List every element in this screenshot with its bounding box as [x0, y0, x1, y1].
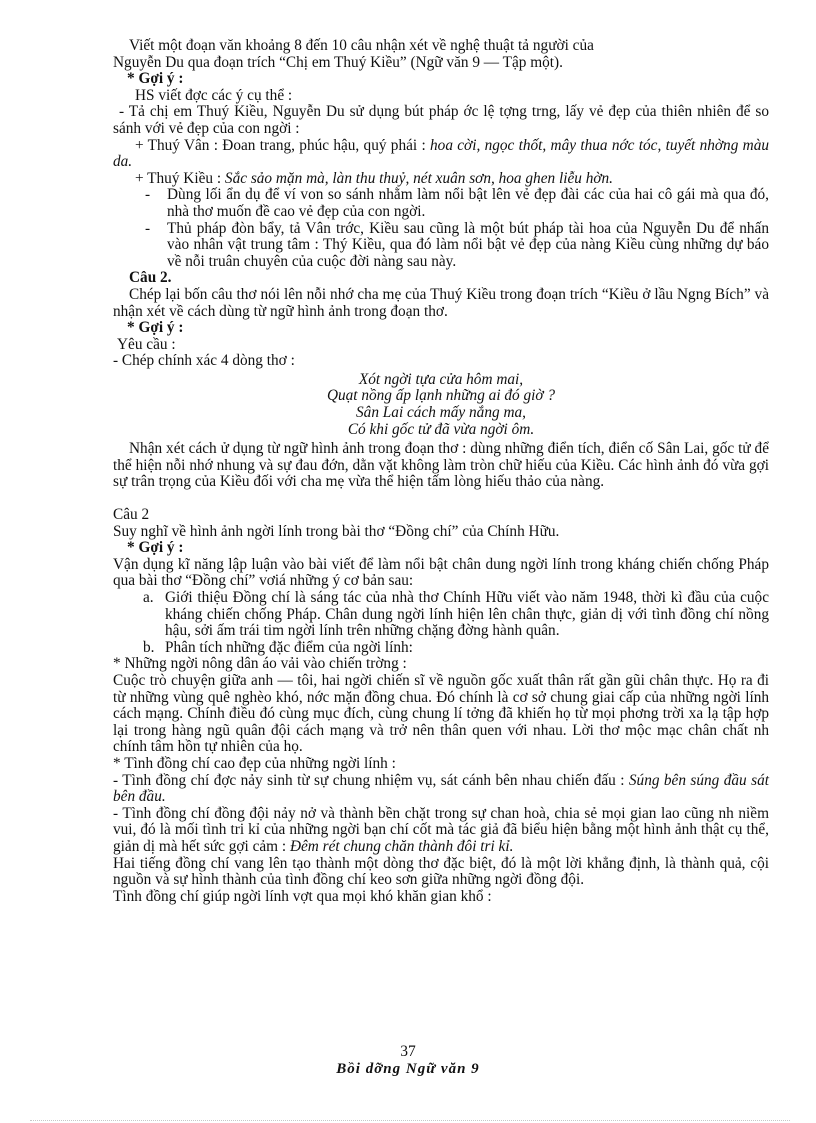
cau1-bullet-2: [113, 221, 769, 271]
cau2a-prompt: Chép lại bốn câu thơ nói lên nỗi nhớ cha mẹ của Thuý Kiều trong đoạn trích “Kiều ở lầu Ngng Bích” và nhận xét về cách dùng từ ngữ hình ảnh trong đoạn thơ.: [113, 285, 769, 320]
cau1-prompt-line1: Viết một đoạn văn khoảng 8 đến 10 câu nhận xét về nghệ thuật tả người của: [129, 37, 594, 54]
cau2b-sub1-title: * Những ngời nông dân áo vải vào chiến trờng :: [113, 655, 407, 673]
cau2b-item-a: [113, 590, 769, 640]
sub2-line2-text: - Tình đồng chí đồng đội nảy nở và thành bền chặt trong sự chan hoà, chia sẻ mọi gian lao cũng nh niềm vui, đó là mối tình tri kỉ của những ngời bạn chí cốt mà tác giả đã biểu hiện bằng một hình ảnh thật cụ thể, giản dị mà hết sức gợi cảm :: [113, 804, 769, 855]
cau2b-sub2-line1: [113, 773, 769, 806]
cau2a-heading: Câu 2.: [129, 269, 172, 287]
cau2b-prompt: Suy nghĩ về hình ảnh ngời lính trong bài thơ “Đồng chí” của Chính Hữu.: [113, 522, 560, 540]
cau2b-sub2-title: * Tình đồng chí cao đẹp của những ngời lính :: [113, 754, 396, 772]
sub2-line2-italic: Đêm rét chung chăn thành đôi tri kỉ.: [289, 837, 514, 855]
cau2b-sub1-text: Cuộc trò chuyện giữa anh — tôi, hai ngời chiến sĩ về nguồn gốc xuất thân rất gần gũi chân thực. Họ ra đi từ những vùng quê nghèo khó, nớc mặn đồng chua. Đó chính là cơ sở chung giai cấp của những ngời lính cách mạng. Chính điều đó cùng mục đích, cùng chung lí tởng đã khiến họ từ mọi phơng trời xa lạ tập hợp lại trong hàng ngũ quân đội cách mạng và trở nên thân quen với nhau. Lời thơ mộc mạc chân chất nh chính tâm hồn tự nhiên của họ.: [113, 671, 769, 756]
bullet-1-text: Dùng lối ẩn dụ để ví von so sánh nhằm làm nổi bật lên vẻ đẹp đài các của hai cô gái mà qua đó, nhà thơ muốn đề cao vẻ đẹp của con ngời.: [167, 186, 769, 220]
item-a-marker: a.: [143, 589, 154, 606]
cau1-bullet-1: [113, 187, 769, 220]
cau1-goi-y: * Gợi ý :: [127, 70, 184, 88]
cau2b-heading: Câu 2: [113, 506, 150, 524]
cau2b-goi-y: * Gợi ý :: [127, 539, 184, 557]
item-b-text: Phân tích những đặc điểm của ngời lính:: [165, 638, 413, 656]
cau2a-goi-y: * Gợi ý :: [127, 319, 184, 337]
page-bottom-divider: [30, 1120, 790, 1121]
cau2a-nhan-xet: Nhận xét cách ử dụng từ ngữ hình ảnh trong đoạn thơ : dùng những điển tích, điển cố Sân Lai, gốc tử để thể hiện nỗi nhớ nhung và sự đau đớn, dằn vặt không làm tròn chữ hiếu của Kiều. Các hình ảnh đó vừa gợi sự trân trọng của Kiều đối với cha mẹ vừa thể hiện tấm lòng hiếu thảo của nàng.: [113, 440, 769, 491]
cau2a-chep: - Chép chính xác 4 dòng thơ :: [113, 352, 295, 370]
poem-line: Xót ngời tựa cửa hôm mai,: [358, 370, 524, 388]
bullet-marker: -: [145, 219, 151, 237]
poem-line: Có khi gốc tử đã vừa ngời ôm.: [347, 420, 535, 438]
page-number: 37: [400, 1043, 416, 1060]
cau1-thuy-van: [113, 138, 769, 171]
poem-line: Sân Lai cách mấy nắng ma,: [356, 404, 526, 422]
running-footer-title: Bồi dỡng Ngữ văn 9: [336, 1061, 480, 1077]
bullet-2-text: Thủ pháp đòn bẩy, tả Vân trớc, Kiều sau cũng là một bút pháp tài hoa của Nguyễn Du để nhấn vào nhân vật trung tâm : Thý Kiều, qua đó làm nổi bật vẻ đẹp của nàng Kiều cùng những dự báo về nỗi truân chuyên của cuộc đời nàng sau này.: [167, 219, 769, 270]
spacer: [113, 491, 769, 507]
poem-line: Quạt nồng ấp lạnh những ai đó giờ ?: [326, 387, 556, 405]
cau2b-sub2-line2: [113, 806, 769, 856]
thuy-van-label: + Thuý Vân : Đoan trang, phúc hậu, quý phái :: [135, 136, 431, 154]
cau1-line1: HS viết đợc các ý cụ thể :: [135, 86, 293, 104]
sub2-line1-italic: Súng bên súng đầu sát bên đầu.: [113, 771, 769, 806]
cau2b-para-last: Tình đồng chí giúp ngời lính vợt qua mọi khó khăn gian khổ :: [113, 887, 492, 905]
cau2b-para-hai: Hai tiếng đồng chí vang lên tạo thành một dòng thơ đặc biệt, đó là một lời khẳng định, là thành quả, cội nguồn và sự hình thành của tình đồng chí keo sơn giữa những ngời đồng đội.: [113, 854, 769, 889]
page-body: [113, 38, 769, 905]
thuy-kieu-italic: Sắc sảo mặn mà, làn thu thuỷ, nét xuân sơn, hoa ghen liễu hờn.: [224, 169, 614, 187]
thuy-kieu-label: + Thuý Kiều :: [135, 169, 225, 187]
item-a-text: Giới thiệu Đồng chí là sáng tác của nhà thơ Chính Hữu viết vào năm 1948, thời kì đầu của cuộc kháng chiến chống Pháp. Chân dung ngời lính hiện lên chân thực, giản dị với tình đồng chí nồng hậu, sởi ấm trái tim ngời lính trên những chặng đờng hành quân.: [165, 589, 769, 640]
bullet-marker: -: [145, 186, 151, 204]
sub2-line1-text: - Tình đồng chí đợc nảy sinh từ sự chung nhiệm vụ, sát cánh bên nhau chiến đấu :: [113, 771, 629, 789]
poem: [113, 372, 769, 438]
thuy-van-italic: hoa cời, ngọc thốt, mây thua nớc tóc, tuyết nhờng màu da.: [113, 136, 770, 171]
cau2a-yeu-cau: Yêu cầu :: [117, 335, 176, 353]
item-b-marker: b.: [143, 638, 155, 656]
cau1-prompt-line2: Nguyễn Du qua đoạn trích “Chị em Thuý Kiều” (Ngữ văn 9 — Tập một).: [113, 53, 563, 71]
cau1-thuy-kieu: [113, 171, 769, 188]
cau2b-item-b: [113, 640, 769, 657]
cau2b-intro: Vận dụng kĩ năng lập luận vào bài viết để làm nổi bật chân dung ngời lính trong kháng chiến chống Pháp qua bài thơ “Đồng chí” vơiá những ý cơ bản sau:: [113, 555, 769, 590]
cau1-line2: - Tả chị em Thuý Kiều, Nguyễn Du sử dụng bút pháp ớc lệ tợng trng, lấy vẻ đẹp của thiên nhiên để so sánh với vẻ đẹp của con ngời :: [113, 103, 769, 137]
